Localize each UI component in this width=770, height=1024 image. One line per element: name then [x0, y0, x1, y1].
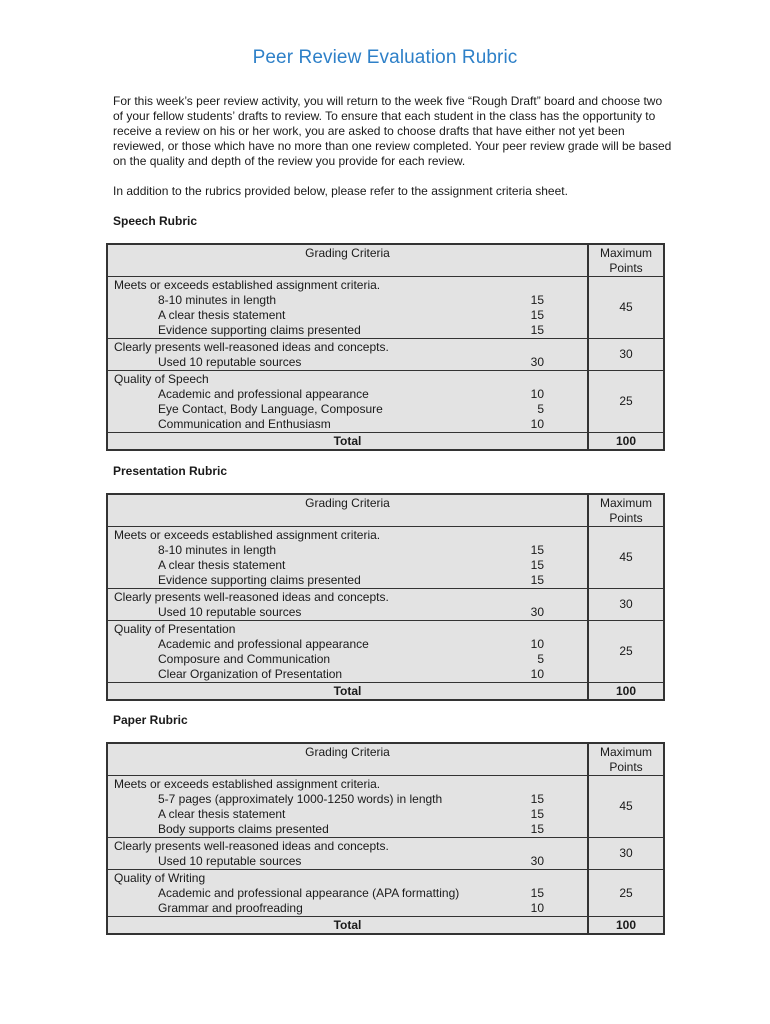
criteria-item: [114, 402, 587, 417]
criteria-heading: Quality of Writing: [114, 871, 206, 885]
criteria-heading: Meets or exceeds established assignment criteria.: [114, 278, 381, 292]
criteria-group: [108, 589, 589, 620]
criteria-item-points: 15: [530, 293, 544, 307]
total-value: 100: [615, 683, 637, 698]
grading-criteria-header: Grading Criteria: [108, 245, 589, 276]
criteria-item: [114, 667, 587, 682]
criteria-group: [108, 776, 589, 837]
criteria-item-label: Composure and Communication: [158, 652, 331, 666]
criteria-item-label: Evidence supporting claims presented: [158, 573, 361, 587]
header-row: [108, 495, 663, 527]
criteria-item: [114, 807, 587, 822]
criteria-item-label: Communication and Enthusiasm: [158, 417, 331, 431]
criteria-item: [114, 901, 587, 916]
criteria-item-label: Academic and professional appearance (APA formatting): [158, 886, 460, 900]
criteria-group: [108, 621, 589, 682]
max-points-value: 45: [619, 799, 633, 813]
criteria-item: [114, 308, 587, 323]
criteria-item-points: 15: [530, 822, 544, 836]
criteria-group-row: [108, 776, 663, 838]
points-label: Points: [609, 760, 643, 774]
criteria-item: [114, 573, 587, 588]
total-label: Total: [108, 917, 589, 933]
criteria-item-points: 15: [530, 807, 544, 821]
criteria-item-points: 15: [530, 573, 544, 587]
criteria-heading: Meets or exceeds established assignment criteria.: [114, 528, 381, 542]
criteria-heading: Meets or exceeds established assignment criteria.: [114, 777, 381, 791]
intro-paragraph: For this week’s peer review activity, you will return to the week five “Rough Draft” board and choose two of your fellow students’ drafts to review. To ensure that each student in the class has the opportunity to receive a review on his or her work, you are asked to choose drafts that have either not yet been reviewed, or those which have no more than one review completed. Your peer review grade will be based on the quality and depth of the review you provide for each review.: [113, 94, 672, 168]
criteria-item-label: Clear Organization of Presentation: [158, 667, 343, 681]
criteria-item-points: 30: [530, 605, 544, 619]
max-points-value: 45: [619, 550, 633, 564]
criteria-item-label: 8-10 minutes in length: [158, 293, 277, 307]
criteria-group-row: [108, 838, 663, 870]
maximum-label: Maximum: [599, 246, 652, 260]
criteria-item-label: Used 10 reputable sources: [158, 355, 302, 369]
criteria-item-points: 10: [530, 637, 544, 651]
section-label-presentation: Presentation Rubric: [113, 464, 228, 478]
criteria-item-label: Evidence supporting claims presented: [158, 323, 361, 337]
criteria-heading: Clearly presents well-reasoned ideas and concepts.: [114, 590, 389, 604]
paper-rubric-table: [106, 742, 665, 935]
criteria-item-label: Grammar and proofreading: [158, 901, 303, 915]
section-label-speech: Speech Rubric: [113, 214, 198, 228]
criteria-item: [114, 637, 587, 652]
criteria-item-points: 5: [537, 402, 544, 416]
criteria-item: [114, 886, 587, 901]
criteria-item: [114, 323, 587, 338]
criteria-heading: Clearly presents well-reasoned ideas and concepts.: [114, 340, 389, 354]
criteria-item-label: Academic and professional appearance: [158, 637, 369, 651]
speech-rubric-table: [106, 243, 665, 451]
criteria-item-label: Eye Contact, Body Language, Composure: [158, 402, 383, 416]
criteria-heading: Clearly presents well-reasoned ideas and concepts.: [114, 839, 389, 853]
criteria-item: [114, 854, 587, 869]
criteria-item-label: A clear thesis statement: [158, 558, 286, 572]
criteria-item-points: 15: [530, 323, 544, 337]
criteria-item-points: 15: [530, 543, 544, 557]
criteria-item-points: 10: [530, 901, 544, 915]
criteria-group: [108, 339, 589, 370]
criteria-item-label: Used 10 reputable sources: [158, 605, 302, 619]
presentation-rubric-table: [106, 493, 665, 701]
max-points-value: 25: [619, 394, 633, 408]
criteria-item-points: 30: [530, 355, 544, 369]
criteria-item-label: 5-7 pages (approximately 1000-1250 words) in length: [158, 792, 443, 806]
total-value: 100: [615, 917, 637, 932]
criteria-item: [114, 652, 587, 667]
criteria-item-points: 15: [530, 792, 544, 806]
points-label: Points: [609, 511, 643, 525]
criteria-item-label: Academic and professional appearance: [158, 387, 369, 401]
points-label: Points: [609, 261, 643, 275]
criteria-item-points: 10: [530, 387, 544, 401]
note-paragraph: In addition to the rubrics provided below, please refer to the assignment criteria sheet.: [113, 184, 568, 198]
maximum-points-header: [589, 495, 663, 526]
maximum-points-header: [589, 744, 663, 775]
total-label: Total: [108, 433, 589, 449]
section-label-paper: Paper Rubric: [113, 713, 188, 727]
criteria-item-points: 5: [537, 652, 544, 666]
criteria-item: [114, 293, 587, 308]
criteria-item-points: 15: [530, 886, 544, 900]
criteria-item-points: 15: [530, 308, 544, 322]
criteria-item-points: 30: [530, 854, 544, 868]
criteria-group-row: [108, 277, 663, 339]
total-value: 100: [615, 433, 637, 448]
criteria-group: [108, 277, 589, 338]
page-title: Peer Review Evaluation Rubric: [252, 47, 518, 68]
criteria-group-row: [108, 589, 663, 621]
criteria-group-row: [108, 339, 663, 371]
total-row: [108, 433, 663, 449]
maximum-label: Maximum: [599, 496, 652, 510]
criteria-item: [114, 558, 587, 573]
criteria-group-row: [108, 621, 663, 683]
criteria-group-row: [108, 527, 663, 589]
total-row: [108, 683, 663, 699]
criteria-group: [108, 527, 589, 588]
criteria-item: [114, 355, 587, 370]
criteria-item: [114, 792, 587, 807]
criteria-item-label: A clear thesis statement: [158, 308, 286, 322]
maximum-points-header: [589, 245, 663, 276]
criteria-item-points: 15: [530, 558, 544, 572]
grading-criteria-header: Grading Criteria: [108, 495, 589, 526]
criteria-group-row: [108, 870, 663, 917]
criteria-group-row: [108, 371, 663, 433]
criteria-item-label: 8-10 minutes in length: [158, 543, 277, 557]
criteria-item-points: 10: [530, 417, 544, 431]
criteria-item-points: 10: [530, 667, 544, 681]
criteria-group: [108, 371, 589, 432]
header-row: [108, 744, 663, 776]
criteria-item-label: Body supports claims presented: [158, 822, 329, 836]
criteria-heading: Quality of Speech: [114, 372, 209, 386]
criteria-item-label: A clear thesis statement: [158, 807, 286, 821]
criteria-item: [114, 605, 587, 620]
criteria-item: [114, 543, 587, 558]
max-points-value: 25: [619, 885, 633, 900]
max-points-value: 30: [619, 347, 633, 361]
max-points-value: 30: [619, 597, 633, 611]
criteria-item: [114, 822, 587, 837]
criteria-group: [108, 870, 589, 916]
total-row: [108, 917, 663, 933]
max-points-value: 30: [619, 846, 633, 860]
criteria-item: [114, 387, 587, 402]
criteria-heading: Quality of Presentation: [114, 622, 236, 636]
criteria-item: [114, 417, 587, 432]
max-points-value: 25: [619, 644, 633, 658]
max-points-value: 45: [619, 300, 633, 314]
total-label: Total: [108, 683, 589, 699]
header-row: [108, 245, 663, 277]
criteria-group: [108, 838, 589, 869]
grading-criteria-header: Grading Criteria: [108, 744, 589, 775]
criteria-item-label: Used 10 reputable sources: [158, 854, 302, 868]
maximum-label: Maximum: [599, 745, 652, 759]
